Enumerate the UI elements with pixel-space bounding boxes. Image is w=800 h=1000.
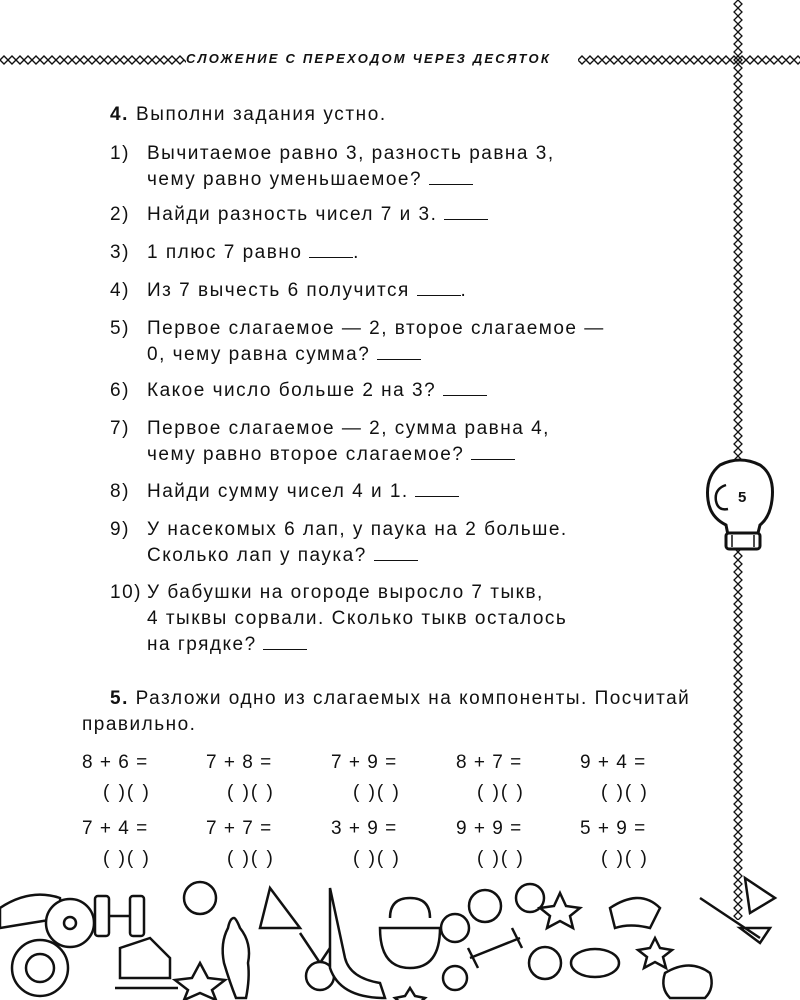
expression: 9 + 4 = xyxy=(580,752,647,773)
task4-item-10: 10) У бабушки на огороде выросло 7 тыкв, 4 тыквы сорвали. Сколько тыкв осталось на грядке? xyxy=(110,582,568,655)
task5-heading xyxy=(82,686,702,738)
answer-blank[interactable] xyxy=(471,445,515,460)
task4-item-1: 1) Вычитаемое равно 3, разность равна 3, чему равно уменьшаемое? xyxy=(110,143,555,190)
decomposition-brackets[interactable]: ( )( ) xyxy=(103,848,151,869)
dumbbell-icon xyxy=(95,896,109,936)
stopwatch-icon xyxy=(469,890,501,922)
star-icon xyxy=(175,963,225,1000)
answer-blank[interactable] xyxy=(374,546,418,561)
task4-instruction: Выполни задания устно. xyxy=(135,104,387,125)
sports-doodles-footer xyxy=(0,868,800,1000)
decomposition-brackets[interactable]: ( )( ) xyxy=(353,782,401,803)
page-number: 5 xyxy=(738,489,747,506)
decomposition-brackets[interactable]: ( )( ) xyxy=(103,782,151,803)
task4-item-3: 3) 1 плюс 7 равно . xyxy=(110,242,360,263)
answer-blank[interactable] xyxy=(417,281,461,296)
answer-blank[interactable] xyxy=(377,345,421,360)
decomposition-brackets[interactable]: ( )( ) xyxy=(477,848,525,869)
dumbbell-icon xyxy=(468,928,522,968)
medal-icon xyxy=(441,914,469,942)
decomposition-brackets[interactable]: ( )( ) xyxy=(353,848,401,869)
expression: 8 + 6 = xyxy=(82,752,149,773)
task4-item-5: 5) Первое слагаемое — 2, второе слагаемое — 0, чему равна сумма? xyxy=(110,318,605,365)
task4-item-9: 9) У насекомых 6 лап, у паука на 2 больше. Сколько лап у паука? xyxy=(110,519,568,566)
expression: 7 + 4 = xyxy=(82,818,149,839)
answer-blank[interactable] xyxy=(429,170,473,185)
answer-blank[interactable] xyxy=(309,243,353,258)
task4-item-6: 6) Какое число больше 2 на 3? xyxy=(110,378,487,404)
rugby-ball-icon xyxy=(571,949,619,977)
decomposition-brackets[interactable]: ( )( ) xyxy=(227,848,275,869)
decomposition-brackets[interactable]: ( )( ) xyxy=(601,848,649,869)
pennant-icon xyxy=(260,888,300,928)
task4-item-2: 2) Найди разность чисел 7 и 3. xyxy=(110,202,488,228)
decomposition-brackets[interactable]: ( )( ) xyxy=(477,782,525,803)
expression: 5 + 9 = xyxy=(580,818,647,839)
expression: 7 + 8 = xyxy=(206,752,273,773)
task5-instruction: Разложи одно из слагаемых на компоненты. Посчитай правильно. xyxy=(82,688,691,735)
task4-number: 4. xyxy=(110,104,130,125)
task5-number: 5. xyxy=(110,688,129,709)
expression: 7 + 7 = xyxy=(206,818,273,839)
task4-item-7: 7) Первое слагаемое — 2, сумма равна 4, чему равно второе слагаемое? xyxy=(110,418,550,465)
ball-icon xyxy=(529,947,561,979)
kettlebell-icon xyxy=(380,898,440,968)
header-zigzag-left xyxy=(0,53,186,69)
task4-item-4: 4) Из 7 вычесть 6 получится . xyxy=(110,280,468,301)
boxing-glove-icon xyxy=(663,966,711,999)
answer-blank[interactable] xyxy=(263,635,307,650)
task4-item-8: 8) Найди сумму чисел 4 и 1. xyxy=(110,479,459,505)
header-title: СЛОЖЕНИЕ С ПЕРЕХОДОМ ЧЕРЕЗ ДЕСЯТОК xyxy=(186,51,552,66)
expression: 3 + 9 = xyxy=(331,818,398,839)
bowling-pin-icon xyxy=(223,918,249,998)
hockey-stick-icon xyxy=(330,888,385,998)
answer-blank[interactable] xyxy=(415,482,459,497)
ice-skate-icon xyxy=(120,938,170,978)
header-zigzag-right xyxy=(578,53,800,69)
star-icon xyxy=(395,988,425,1000)
star-icon xyxy=(638,938,672,968)
task4-heading xyxy=(110,104,387,126)
basketball-icon xyxy=(184,882,216,914)
expression: 7 + 9 = xyxy=(331,752,398,773)
answer-blank[interactable] xyxy=(443,381,487,396)
star-icon xyxy=(540,893,580,928)
flipper-icon xyxy=(610,898,660,928)
answer-blank[interactable] xyxy=(444,205,488,220)
decomposition-brackets[interactable]: ( )( ) xyxy=(227,782,275,803)
expression: 9 + 9 = xyxy=(456,818,523,839)
expression: 8 + 7 = xyxy=(456,752,523,773)
decomposition-brackets[interactable]: ( )( ) xyxy=(601,782,649,803)
boxing-glove-icon xyxy=(700,455,780,555)
